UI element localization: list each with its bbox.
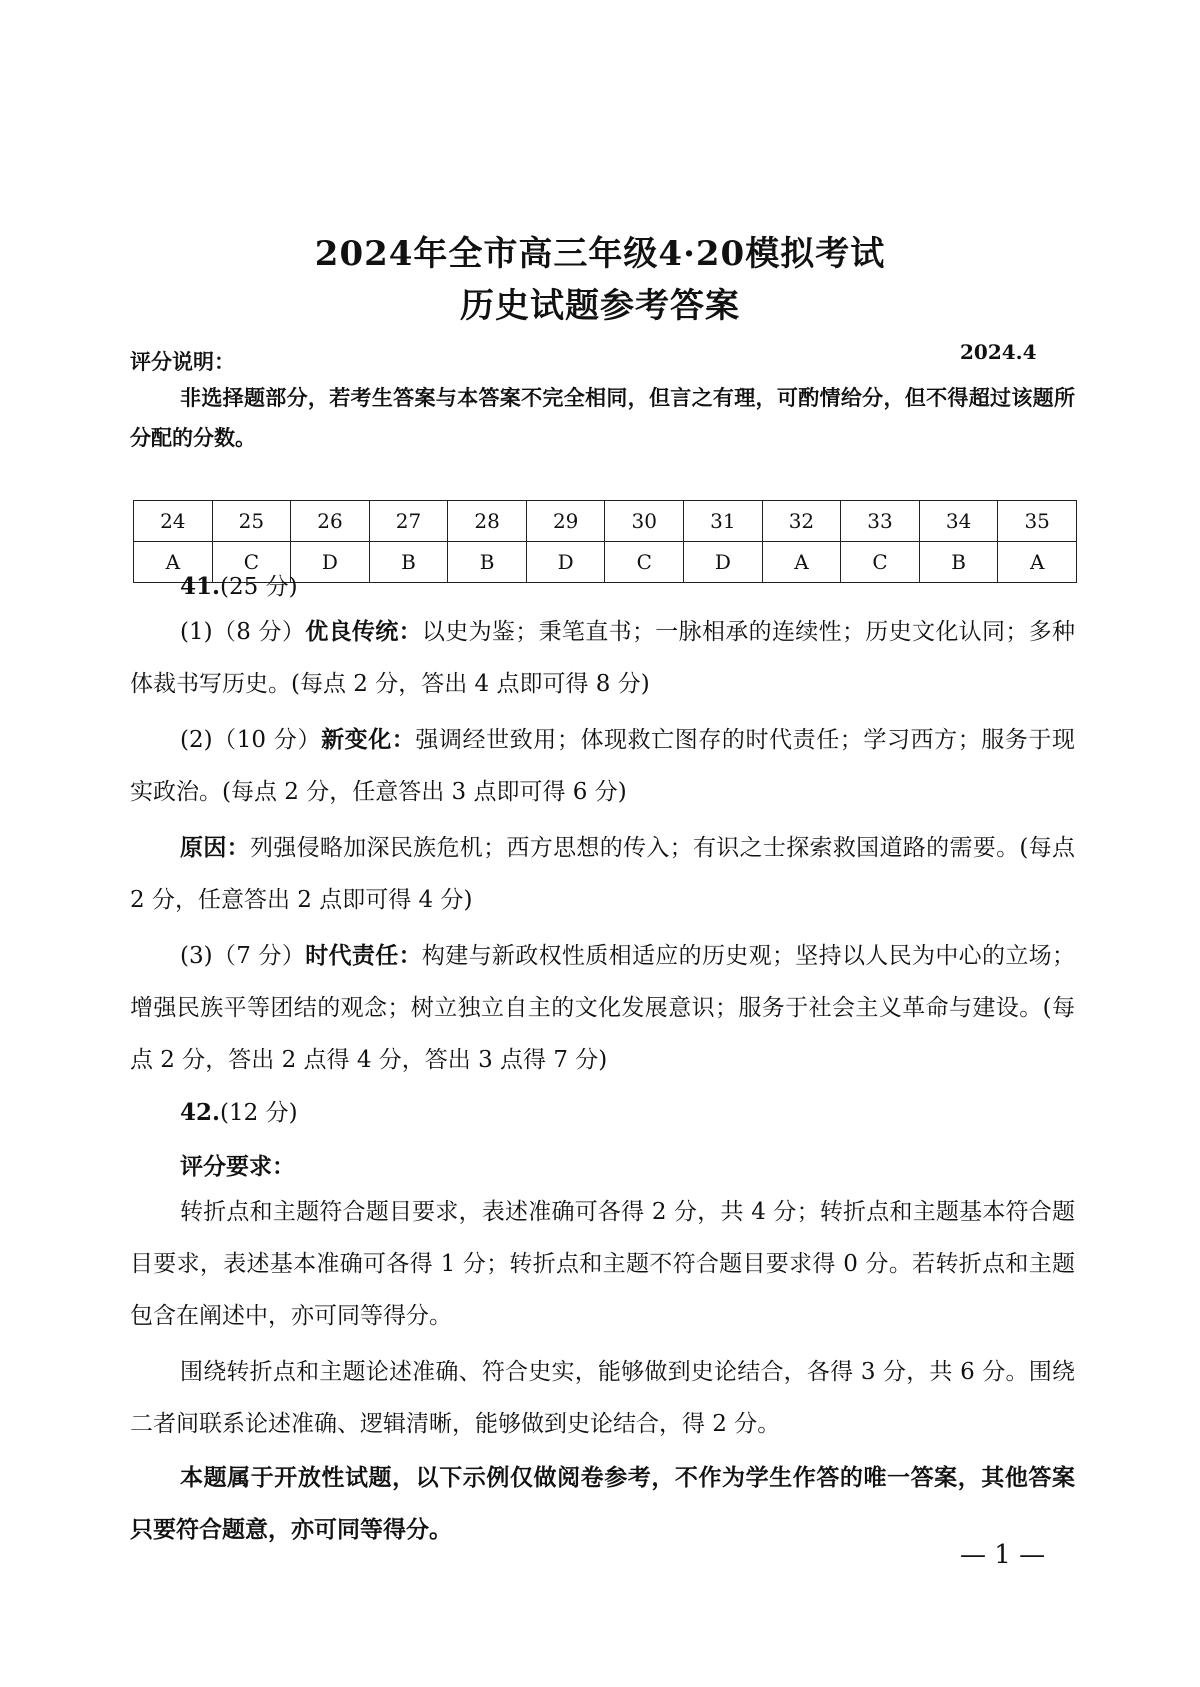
answer-cell: D [291, 542, 370, 583]
answer-cell: B [448, 542, 527, 583]
question-number-cell: 26 [291, 501, 370, 542]
answer-cell: B [369, 542, 448, 583]
scoring-note: 非选择题部分，若考生答案与本答案不完全相同，但言之有理，可酌情给分，但不得超过该题所分配的分数。 [130, 385, 1075, 450]
q41-part3-prefix: (3)（7 分） [180, 943, 306, 969]
q41-reasons-keyword: 原因： [180, 834, 250, 861]
q41-part2-prefix: (2)（10 分） [180, 727, 322, 753]
q42-score: (12 分) [220, 1100, 298, 1126]
q41-part1-keyword: 优良传统： [305, 618, 422, 645]
q41-part3-text: 构建与新政权性质相适应的历史观；坚持以人民为中心的立场；增强民族平等团结的观念；树立独立自主的文化发展意识；服务于社会主义革命与建设。(每点 2 分，答出 2 点得 4 分，答出 3 点得 7 分) [130, 943, 1076, 1073]
q42-heading [180, 1094, 298, 1127]
q41-number: 41. [180, 573, 221, 600]
answer-cell: A [762, 542, 841, 583]
question-number-cell: 35 [998, 501, 1077, 542]
scoring-label: 评分说明： [130, 349, 235, 374]
q41-part1 [130, 606, 1075, 710]
q41-part2-reasons [130, 822, 1075, 926]
answer-cell: D [684, 542, 763, 583]
answer-cell: B [919, 542, 998, 583]
question-number-cell: 29 [526, 501, 605, 542]
answer-cell: A [998, 542, 1077, 583]
question-number-cell: 25 [212, 501, 291, 542]
answer-cell: C [212, 542, 291, 583]
question-number-cell: 27 [369, 501, 448, 542]
q41-heading [180, 568, 298, 601]
q41-part2-text: 强调经世致用；体现救亡图存的时代责任；学习西方；服务于现实政治。(每点 2 分，任意答出 3 点即可得 6 分) [130, 727, 1076, 805]
q42-para2: 围绕转折点和主题论述准确、符合史实，能够做到史论结合，各得 3 分，共 6 分。围绕二者间联系论述准确、逻辑清晰，能够做到史论结合，得 2 分。 [130, 1359, 1075, 1437]
q41-part1-prefix: (1)（8 分） [180, 619, 306, 645]
q41-part3-keyword: 时代责任： [305, 942, 422, 969]
answer-cell: A [134, 542, 213, 583]
exam-title: 2024年全市高三年级4·20模拟考试 [314, 234, 886, 274]
answer-table-number-row [134, 501, 1077, 542]
exam-date: 2024.4 [960, 340, 1037, 364]
q42-number: 42. [180, 1099, 221, 1126]
q41-score: (25 分) [220, 574, 298, 600]
question-number-cell: 31 [684, 501, 763, 542]
answer-cell: C [841, 542, 920, 583]
exam-subtitle: 历史试题参考答案 [460, 286, 740, 326]
answer-cell: C [605, 542, 684, 583]
question-number-cell: 24 [134, 501, 213, 542]
page-number: — 1 — [960, 1540, 1046, 1570]
question-number-cell: 33 [841, 501, 920, 542]
question-number-cell: 28 [448, 501, 527, 542]
q42-requirements-label: 评分要求： [180, 1153, 295, 1180]
question-number-cell: 34 [919, 501, 998, 542]
q41-part2-keyword: 新变化： [321, 726, 416, 753]
q41-part2 [130, 714, 1075, 818]
q42-para1: 转折点和主题符合题目要求，表述准确可各得 2 分，共 4 分；转折点和主题基本符合题目要求，表述基本准确可各得 1 分；转折点和主题不符合题目要求得 0 分。若转折点和主题包含在阐述中，亦可同等得分。 [130, 1199, 1075, 1329]
answer-cell: D [526, 542, 605, 583]
question-number-cell: 30 [605, 501, 684, 542]
question-number-cell: 32 [762, 501, 841, 542]
q41-part3 [130, 930, 1075, 1086]
q42-para3: 本题属于开放性试题，以下示例仅做阅卷参考，不作为学生作答的唯一答案，其他答案只要符合题意，亦可同等得分。 [130, 1464, 1075, 1543]
q41-part1-text: 以史为鉴；秉笔直书；一脉相承的连续性；历史文化认同；多种体裁书写历史。(每点 2 分，答出 4 点即可得 8 分) [130, 619, 1076, 697]
q41-reasons-text: 列强侵略加深民族危机；西方思想的传入；有识之士探索救国道路的需要。(每点 2 分，任意答出 2 点即可得 4 分) [130, 835, 1075, 913]
